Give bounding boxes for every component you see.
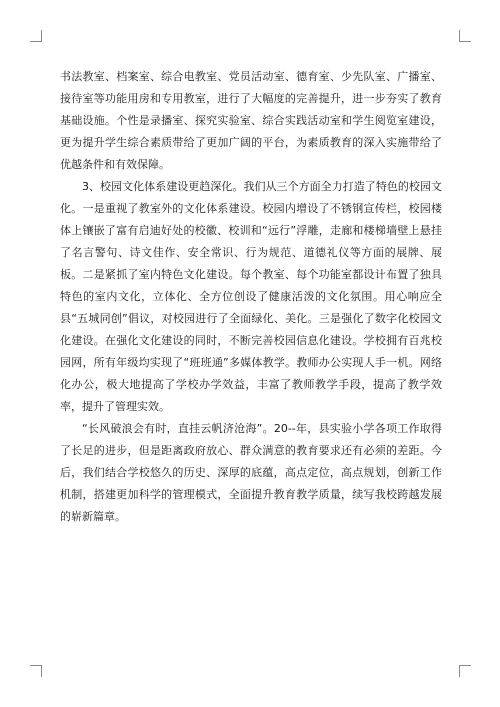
paragraph-facilities: 书法教室、档案室、综合电教室、党员活动室、德育室、少先队室、广播室、接待室等功能用房和专用教室，进行了大幅度的完善提升，进一步夯实了教育基础设施。个性是录播室、探究实验室、综合实践活动室和学生阅览室建设，更为提升学生综合素质带给了更加广阔的平台，为素质教育的深入实施带给了优越条件和有效保障。 [60, 70, 442, 171]
paragraph-conclusion: “长风破浪会有时，直挂云帆济沧海”。20--年，县实验小学各项工作取得了长足的进步，但是距离政府放心、群众满意的教育要求还有必须的差距。今后，我们结合学校悠久的历史、深厚的底蕴，高点定位，高点规划，创新工作机制，搭建更加科学的管理模式，全面提升教育教学质量，续写我校跨越发展的崭新篇章。 [60, 422, 442, 523]
document-body [60, 66, 442, 528]
crop-mark-bottom-left [30, 665, 42, 677]
paragraph-campus-culture: 3、校园文化体系建设更趋深化。我们从三个方面全力打造了特色的校园文化。一是重视了教室外的文化体系建设。校园内增设了不锈钢宣传栏，校园楼体上镶嵌了富有启迪好处的校徽、校训和“远行”浮雕，走廊和楼梯墙壁上悬挂了名言警句、诗文佳作、安全常识、行为规范、道德礼仪等方面的展牌、展板。二是紧抓了室内特色文化建设。每个教室、每个功能室都设计布置了独具特色的室内文化，立体化、全方位创设了健康活泼的文化氛围。用心响应全县“五城同创”倡议，对校园进行了全面绿化、美化。三是强化了数字化校园文化建设。在强化文化建设的同时，不断完善校园信息化建设。学校拥有百兆校园网，所有年级均实现了“班班通”多媒体教学。教师办公实现人手一机。网络化办公，极大地提高了学校办学效益，丰富了教师教学手段，提高了教学效率，提升了管理实效。 [60, 180, 442, 413]
crop-mark-top-left [30, 30, 42, 42]
crop-mark-top-right [459, 30, 471, 42]
crop-mark-bottom-right [459, 665, 471, 677]
